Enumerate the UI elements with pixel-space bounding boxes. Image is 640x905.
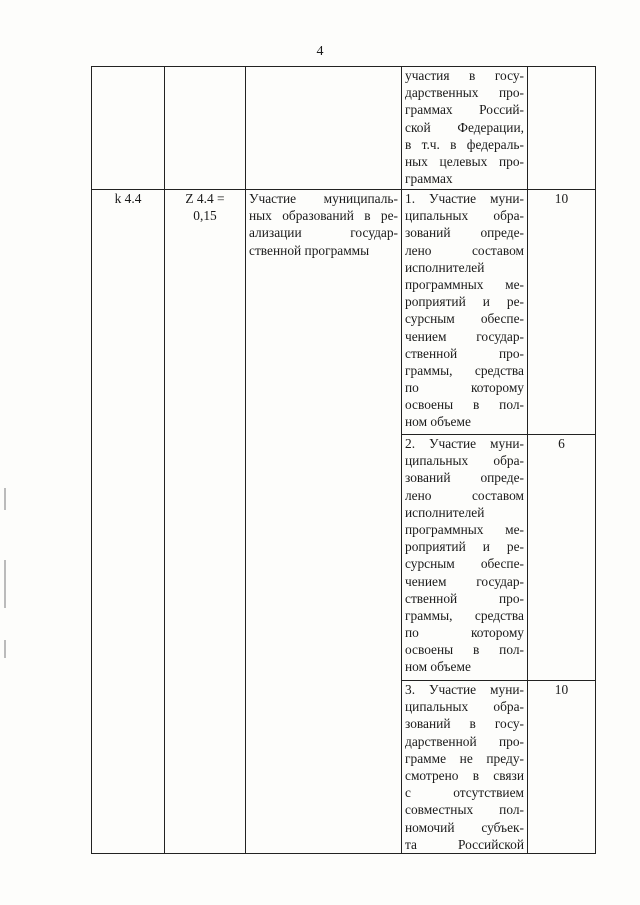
- cell-code-empty: [92, 67, 165, 190]
- text-line: совместных пол-: [405, 802, 524, 818]
- text-line: программных ме-: [405, 276, 524, 292]
- table-row-continuation: [92, 67, 596, 190]
- weight-value: 0,15: [193, 208, 217, 224]
- cell-criterion-1: [402, 190, 528, 435]
- score-value: 10: [554, 191, 569, 206]
- cell-indicator: [246, 190, 402, 854]
- text-line: ственной про-: [405, 590, 524, 606]
- score-value: 6: [558, 436, 565, 451]
- text-line: сурсным обеспе-: [405, 311, 524, 327]
- cell-score-3: [528, 681, 596, 854]
- text-line: дарственных про-: [405, 85, 524, 101]
- cell-criterion-continuation: [402, 67, 528, 190]
- text-line: ализации государ-: [249, 225, 398, 241]
- cell-code: [92, 190, 165, 854]
- text-line: граммы, средства: [405, 607, 524, 623]
- text-line: участия в госу-: [405, 68, 524, 83]
- text-line: исполнителей: [405, 504, 485, 520]
- scan-margin-mark: [4, 488, 6, 510]
- text-line: лено составом: [405, 242, 524, 258]
- text-line: лено составом: [405, 487, 524, 503]
- text-line: Участие муниципаль-: [249, 191, 398, 206]
- text-line: граммах Россий-: [405, 102, 524, 118]
- text-line: зований в госу-: [405, 716, 524, 732]
- text-line: по которому: [405, 380, 524, 396]
- cell-weight: [165, 190, 246, 854]
- text-line: ных образований в ре-: [249, 208, 398, 224]
- text-line: та Российской: [405, 836, 524, 852]
- cell-weight-empty: [165, 67, 246, 190]
- text-line: зований опреде-: [405, 470, 524, 486]
- criteria-table: [91, 66, 596, 854]
- text-line: с отсутствием: [405, 785, 524, 801]
- text-line: зований опреде-: [405, 225, 524, 241]
- score-value: 10: [554, 682, 569, 697]
- text-line: роприятий и ре-: [405, 294, 524, 310]
- cell-criterion-3: [402, 681, 528, 854]
- text-line: ципальных обра-: [405, 453, 524, 469]
- text-line: 3. Участие муни-: [405, 682, 524, 697]
- text-line: в т.ч. в федераль-: [405, 136, 524, 152]
- cell-score-1: [528, 190, 596, 435]
- cell-criterion-2: [402, 435, 528, 681]
- text-line: ном объеме: [405, 414, 471, 430]
- text-line: дарственной про-: [405, 733, 524, 749]
- text-line: чением государ-: [405, 573, 524, 589]
- text-line: освоены в пол-: [405, 397, 524, 413]
- text-line: по которому: [405, 625, 524, 641]
- text-line: ципальных обра-: [405, 699, 524, 715]
- text-line: ных целевых про-: [405, 153, 524, 169]
- text-line: граммы, средства: [405, 362, 524, 378]
- cell-indicator-empty: [246, 67, 402, 190]
- text-line: ской Федерации,: [405, 119, 524, 135]
- text-line: ципальных обра-: [405, 208, 524, 224]
- text-line: смотрено в связи: [405, 767, 524, 783]
- text-line: 2. Участие муни-: [405, 436, 524, 451]
- scan-margin-mark: [4, 640, 6, 658]
- text-line: исполнителей: [405, 259, 485, 275]
- text-line: ном объеме: [405, 659, 471, 675]
- weight-label: Z 4.4 =: [185, 191, 225, 206]
- cell-score-empty: [528, 67, 596, 190]
- text-line: грамме не преду-: [405, 750, 524, 766]
- text-line: номочий субъек-: [405, 819, 524, 835]
- text-line: 1. Участие муни-: [405, 191, 524, 206]
- text-line: ственной программы: [249, 242, 370, 258]
- text-line: программных ме-: [405, 521, 524, 537]
- text-line: чением государ-: [405, 328, 524, 344]
- scan-margin-mark: [4, 560, 6, 608]
- page-number: 4: [316, 44, 324, 59]
- text-line: освоены в пол-: [405, 642, 524, 658]
- text-line: граммах: [405, 171, 453, 187]
- cell-score-2: [528, 435, 596, 681]
- indicator-code: k 4.4: [114, 191, 142, 206]
- text-line: сурсным обеспе-: [405, 556, 524, 572]
- text-line: роприятий и ре-: [405, 539, 524, 555]
- table-row-criterion-1: [92, 190, 596, 435]
- text-line: ственной про-: [405, 345, 524, 361]
